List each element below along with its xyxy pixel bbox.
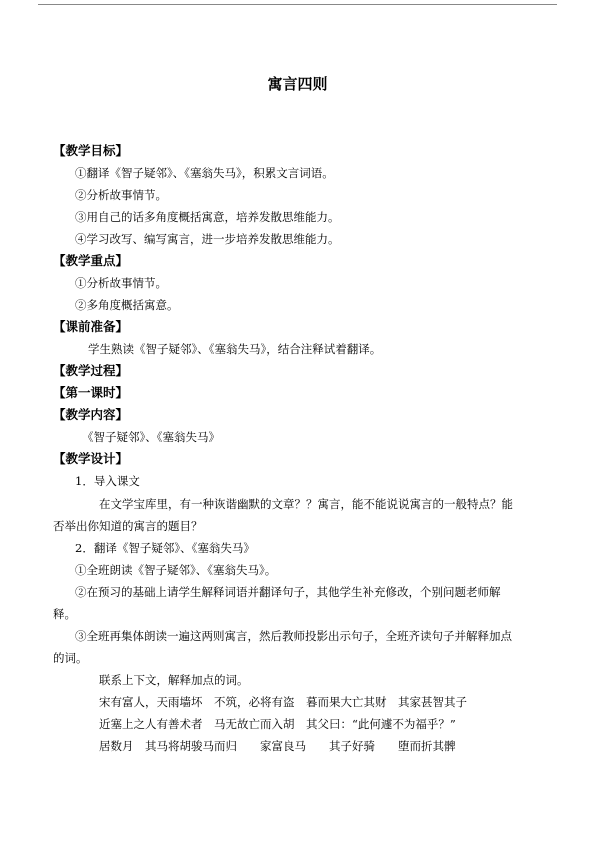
key-point-item-1: ①分析故事情节。 (75, 276, 167, 290)
design-step-1-title: 1．导入课文 (75, 474, 140, 488)
design-step-2-item-3-line-1: ③全班再集体朗读一遍这两则寓言，然后教师投影出示句子，全班齐读句子并解释加点 (75, 629, 512, 643)
context-instruction: 联系上下文，解释加点的词。 (99, 673, 249, 687)
sentences-row-2: 近塞上之人有善术者 马无故亡而入胡 其父曰：“此何遽不为福乎？” (99, 717, 456, 731)
preparation-text: 学生熟读《智子疑邻》、《塞翁失马》，结合注释试着翻译。 (88, 342, 382, 356)
heading-process: 【教学过程】 (53, 363, 129, 378)
objective-item-2: ②分析故事情节。 (75, 188, 167, 202)
heading-objectives: 【教学目标】 (53, 143, 129, 158)
heading-content: 【教学内容】 (53, 407, 129, 422)
content-text: 《智子疑邻》、《塞翁失马》 (82, 430, 220, 444)
heading-first-lesson: 【第一课时】 (53, 385, 129, 400)
header-rule (38, 4, 557, 5)
design-step-2-item-2-line-2: 释。 (53, 607, 76, 621)
objective-item-3: ③用自己的话多角度概括寓意，培养发散思维能力。 (75, 210, 340, 224)
key-point-item-2: ②多角度概括寓意。 (75, 298, 179, 312)
design-step-2-item-1: ①全班朗读《智子疑邻》、《塞翁失马》。 (75, 563, 277, 577)
sentences-row-3: 居数月 其马将胡骏马而归 家富良马 其子好骑 堕而折其髀 (99, 739, 456, 753)
document-title: 寓言四则 (267, 75, 328, 93)
design-step-2-item-3-line-2: 的词。 (53, 651, 88, 665)
design-step-2-title: 2．翻译《智子疑邻》、《塞翁失马》 (75, 541, 255, 555)
sentences-row-1: 宋有富人，天雨墙坏 不筑，必将有盗 暮而果大亡其财 其家甚智其子 (99, 695, 467, 709)
design-step-1-text-line-1: 在文学宝库里，有一种诙谐幽默的文章？？寓言，能不能说说寓言的一般特点？能 (99, 497, 513, 511)
heading-design: 【教学设计】 (53, 451, 129, 466)
design-step-2-item-2-line-1: ②在预习的基础上请学生解释词语并翻译句子，其他学生补充修改，个别问题老师解 (75, 585, 501, 599)
design-step-1-text-line-2: 否举出你知道的寓言的题目？ (53, 519, 203, 533)
objective-item-1: ①翻译《智子疑邻》、《塞翁失马》，积累文言词语。 (75, 166, 334, 180)
heading-preparation: 【课前准备】 (53, 319, 129, 334)
objective-item-4: ④学习改写、编写寓言，进一步培养发散思维能力。 (75, 232, 340, 246)
heading-key-points: 【教学重点】 (53, 253, 129, 268)
